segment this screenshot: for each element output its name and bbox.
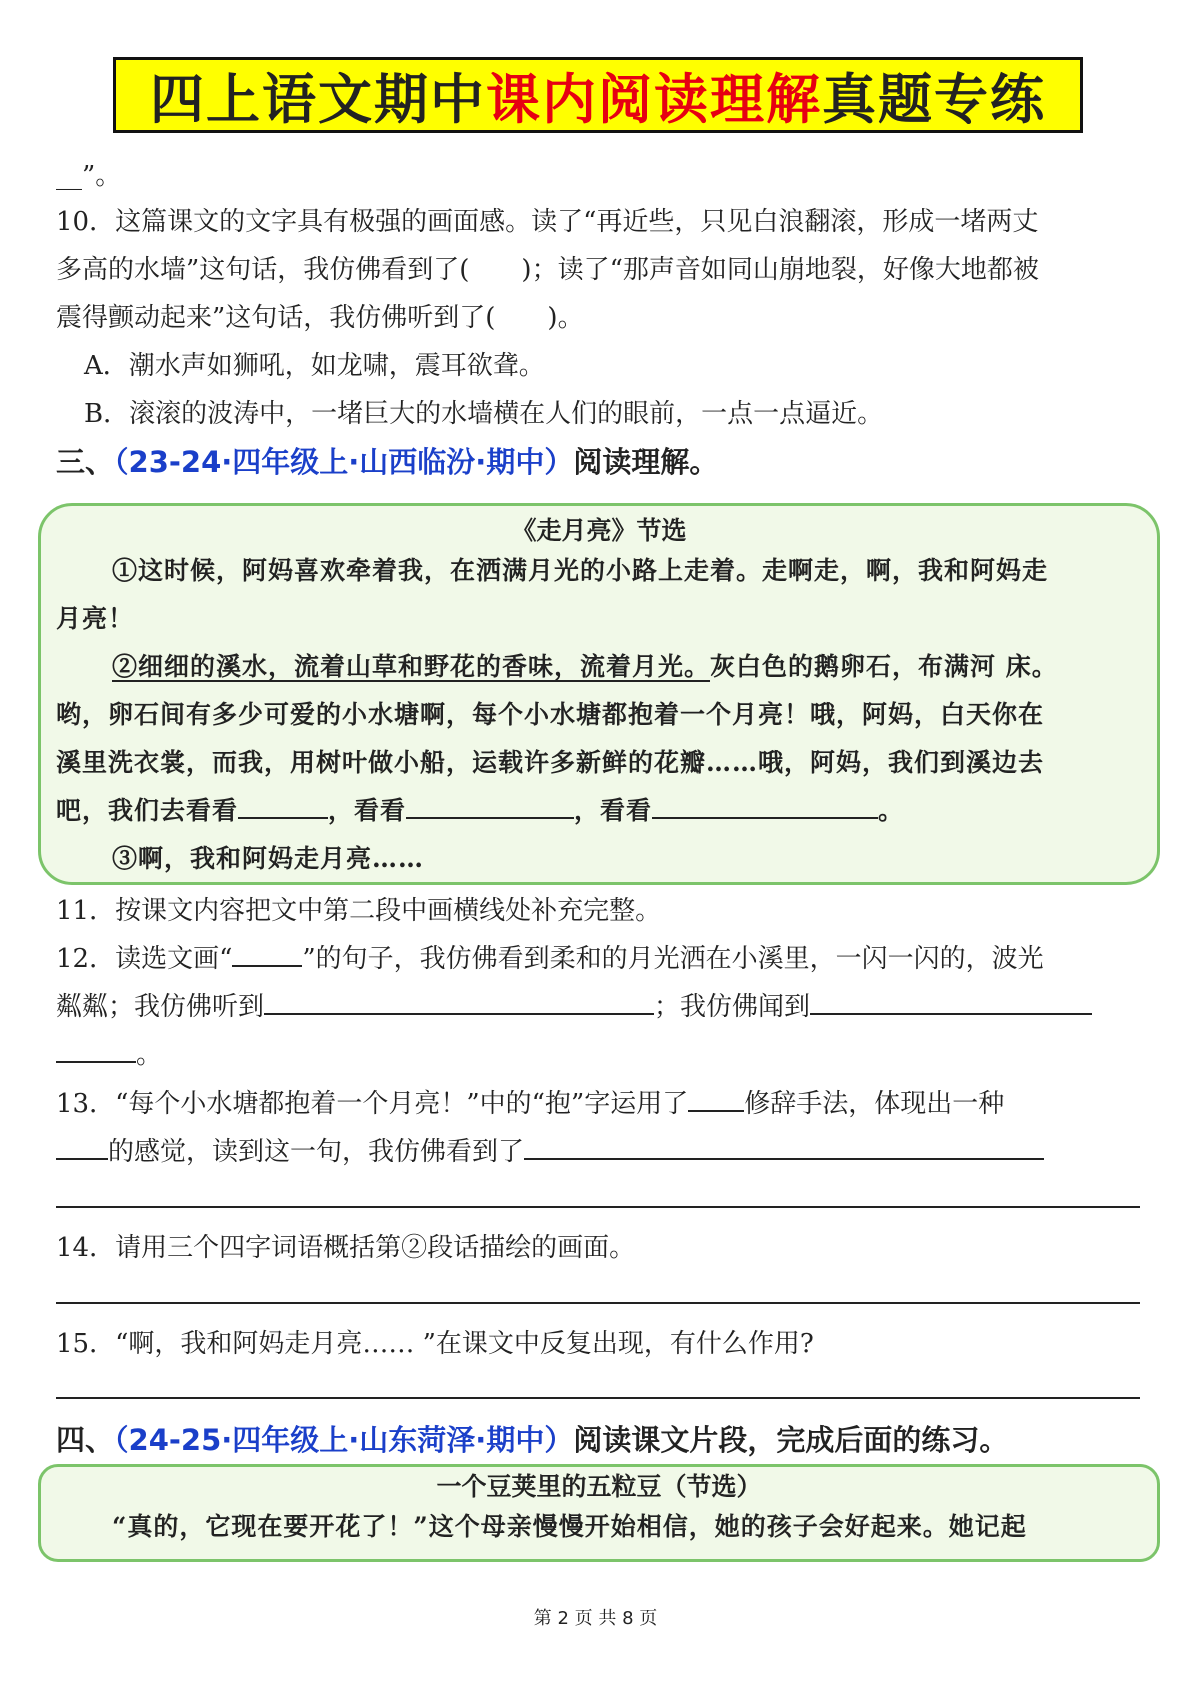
line-4-segment-d: 。 [878, 796, 905, 825]
q12-line-1 [56, 935, 1044, 983]
q13-segment-a: 13．“每个小水塘都抱着一个月亮！”中的“抱”字运用了 [56, 1089, 689, 1119]
section-4-instruction: 阅读课文片段，完成后面的练习。 [573, 1423, 1009, 1457]
q13-segment-c: 的感觉，读到这一句，我仿佛看到了 [108, 1137, 525, 1167]
underlined-sentence: ②细细的溪水，流着山草和野花的香味，流着月光。 [112, 652, 711, 681]
para-2-line-1-rest: 灰白色的鹅卵石，布满河 床。 [710, 652, 1058, 681]
q13-answer-line[interactable] [56, 1206, 1140, 1208]
q13-blank-2[interactable] [56, 1136, 108, 1160]
q12-segment-c: 粼粼；我仿佛听到 [56, 992, 265, 1022]
q15: 15．“啊，我和阿妈走月亮…… ”在课文中反复出现，有什么作用? [56, 1329, 814, 1359]
section-3-heading [56, 440, 718, 481]
q12-segment-e: 。 [136, 1040, 163, 1070]
line-4-segment-a: 吧，我们去看看 [56, 796, 239, 825]
q12-blank-3[interactable] [810, 991, 1092, 1015]
passage-1-para-3: ③啊，我和阿妈走月亮…… [112, 844, 425, 873]
q10-line-3: 震得颤动起来”这句话，我仿佛听到了( )。 [56, 303, 584, 333]
page-title [113, 57, 1083, 133]
q12-segment-a: 12．读选文画“ [56, 944, 233, 974]
q13-blank-1[interactable] [688, 1088, 744, 1112]
q12-blank-2[interactable] [264, 991, 654, 1015]
answer-blank-2[interactable] [406, 795, 574, 819]
passage-1-para-1-line-1: ①这时候，阿妈喜欢牵着我，在洒满月光的小路上走着。走啊走，啊，我和阿妈走 [112, 556, 1049, 585]
q13-segment-b: 修辞手法，体现出一种 [744, 1089, 1005, 1119]
q14: 14．请用三个四字词语概括第②段话描绘的画面。 [56, 1233, 636, 1263]
q15-answer-line[interactable] [56, 1397, 1140, 1399]
section-3-source: （23-24·四年级上·山西临汾·期中） [114, 445, 574, 479]
line-4-segment-c: ，看看 [574, 796, 653, 825]
line-4-segment-b: ，看看 [328, 796, 407, 825]
section-4-source: （24-25·四年级上·山东菏泽·期中） [114, 1423, 574, 1457]
passage-1-para-1-line-2: 月亮！ [56, 604, 135, 633]
q13-line-1 [56, 1080, 1004, 1128]
section-3-instruction: 阅读理解。 [573, 445, 719, 479]
section-3-number: 三、 [56, 445, 115, 479]
passage-2-line-1: “真的，它现在要开花了！”这个母亲慢慢开始相信，她的孩子会好起来。她记起 [112, 1512, 1027, 1541]
q12-blank-4[interactable] [56, 1039, 136, 1063]
q12-blank-1[interactable] [232, 943, 302, 967]
page-number: 第 2 页 共 8 页 [533, 1608, 658, 1629]
passage-1-para-2-line-2: 哟，卵石间有多少可爱的小水塘啊，每个小水塘都抱着一个月亮！哦，阿妈，白天你在 [56, 700, 1045, 729]
answer-blank-1[interactable] [238, 795, 328, 819]
q10-line-1: 10．这篇课文的文字具有极强的画面感。读了“再近些，只见白浪翻滚，形成一堵两丈 [56, 207, 1039, 237]
q12-segment-d: ；我仿佛闻到 [654, 992, 811, 1022]
passage-1-para-2-line-3: 溪里洗衣裳，而我，用树叶做小船，运载许多新鲜的花瓣……哦，阿妈，我们到溪边去 [56, 748, 1045, 777]
q12-segment-b: ”的句子，我仿佛看到柔和的月光洒在小溪里，一闪一闪的，波光 [302, 944, 1044, 974]
title-part-1: 四上语文期中 [150, 67, 486, 131]
passage-1-title: 《走月亮》节选 [511, 516, 687, 545]
title-part-2: 课内阅读理解 [486, 67, 822, 131]
passage-1-para-2-line-1 [56, 643, 1058, 691]
section-4-number: 四、 [56, 1423, 115, 1457]
section-4-heading [56, 1418, 1008, 1459]
q11: 11．按课文内容把文中第二段中画横线处补充完整。 [56, 896, 662, 926]
q13-blank-3[interactable] [524, 1136, 1044, 1160]
answer-blank-3[interactable] [652, 795, 878, 819]
q12-line-2 [56, 983, 1092, 1031]
q13-line-2 [56, 1128, 1044, 1176]
q12-line-3 [56, 1031, 162, 1079]
q9-tail: __”。 [56, 161, 122, 191]
q14-answer-line[interactable] [56, 1302, 1140, 1304]
q10-option-a: A．潮水声如狮吼，如龙啸，震耳欲聋。 [84, 351, 545, 381]
passage-2-title: 一个豆荚里的五粒豆（节选） [436, 1472, 762, 1501]
q10-option-b: B．滚滚的波涛中，一堵巨大的水墙横在人们的眼前，一点一点逼近。 [84, 399, 884, 429]
q10-line-2: 多高的水墙”这句话，我仿佛看到了( )；读了“那声音如同山崩地裂，好像大地都被 [56, 255, 1039, 285]
passage-1-para-2-line-4 [56, 787, 904, 835]
title-part-3: 真题专练 [822, 67, 1046, 131]
